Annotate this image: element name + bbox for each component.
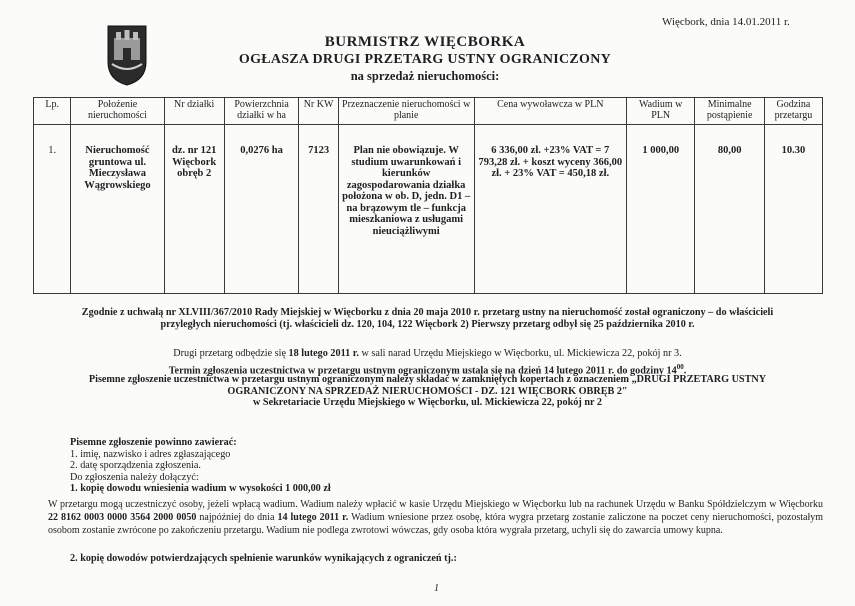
cell-godzina: 10.30: [764, 125, 822, 294]
header-postapienie: Minimalne postąpienie: [695, 98, 764, 125]
attachment-item-2: 2. kopię dowodów potwierdzających spełnienie warunków wynikających z ograniczeń tj.:: [70, 553, 457, 564]
second-auction-place: w sali narad Urzędu Miejskiego w Więcborku, ul. Mickiewicza 22, pokój nr 3.: [361, 348, 682, 359]
cell-przeznaczenie: Plan nie obowiązuje. W studium uwarunkowań i kierunków zagospodarowania działka położona w ob. D, jedn. D1 – na brązowym tle – funkcja mieszkaniowa z usługami nieuciążliwymi: [338, 125, 474, 294]
submission-text: Pisemne zgłoszenie uczestnictwa w przetargu ustnym ograniczonym należy składać w zamkniętych kopertach z oznaczeniem „DRUGI PRZETARG USTNY OGRANICZONY NA SPRZEDAŻ NIERUCHOMOŚCI - DZ. 121 WIĘCBORK OBRĘB 2": [88, 374, 767, 397]
wadium-terms: Wadium wniesione przez osobę, która wygra przetarg zostanie zaliczone na poczet ceny nieruchomości, pozostałym osobom zostanie zwrócone po zakończeniu przetargu. Wadium nie podlega zwrotowi wówczas, gdy osoba która wygrała przetarg, uchyli się do zawarcia umowy kupna.: [48, 511, 824, 536]
cell-polozenie: Nieruchomość gruntowa ul. Mieczysława Wągrowskiego: [71, 125, 164, 294]
coat-of-arms-icon: [106, 24, 148, 86]
cell-postapienie: 80,00: [695, 125, 764, 294]
cell-cena: 6 336,00 zł. +23% VAT = 7 793,28 zł. + koszt wyceny 366,00 zł. + 23% VAT = 450,18 zł.: [474, 125, 626, 294]
cell-nr-dzialki: dz. nr 121 Więcbork obręb 2: [164, 125, 224, 294]
deadline-minutes: 00: [676, 363, 684, 371]
header-nr-kw: Nr KW: [299, 98, 338, 125]
second-auction-paragraph: [60, 348, 795, 360]
header-godzina: Godzina przetargu: [764, 98, 822, 125]
attachment-item-1: 1. kopię dowodu wniesienia wadium w wysokości 1 000,00 zł: [70, 483, 331, 495]
wadium-intro: W przetargu mogą uczestniczyć osoby, jeżeli wpłacą wadium. Wadium należy wpłacić w kasie Urzędu Miejskiego w Więcborku lub na rachunek Urzędu w Banku Spółdzielczym w Więcborku: [48, 499, 823, 510]
header-przeznaczenie: Przeznaczenie nieruchomości w planie: [338, 98, 474, 125]
header-powierzchnia: Powierzchnia działki w ha: [224, 98, 299, 125]
wadium-paragraph: [48, 499, 823, 537]
header-nr-dzialki: Nr działki: [164, 98, 224, 125]
property-table: [33, 97, 823, 294]
second-auction-date: 18 lutego 2011 r.: [288, 348, 359, 359]
table-header-row: [34, 98, 823, 125]
header-lp: Lp.: [34, 98, 71, 125]
place-date: Więcbork, dnia 14.01.2011 r.: [662, 16, 790, 28]
title-line-3: na sprzedaż nieruchomości:: [350, 69, 500, 83]
cell-nr-kw: 7123: [299, 125, 338, 294]
cell-powierzchnia: 0,0276 ha: [224, 125, 299, 294]
header-cena: Cena wywoławcza w PLN: [474, 98, 626, 125]
page-number: 1: [434, 583, 439, 594]
list-item: 1. imię, nazwisko i adres zgłaszającego: [70, 448, 231, 460]
wadium-deadline-lead: najpóźniej do dnia: [199, 511, 275, 523]
second-auction-lead: Drugi przetarg odbędzie się: [173, 348, 286, 359]
bank-account-number: 22 8162 0003 0000 3564 2000 0050: [48, 511, 197, 523]
cell-lp: 1.: [34, 125, 71, 294]
attachments-heading: Do zgłoszenia należy dołączyć:: [70, 471, 199, 483]
announcement-title: [200, 33, 650, 84]
requirements-list: [70, 437, 830, 495]
title-line-2: OGŁASZA DRUGI PRZETARG USTNY OGRANICZONY: [238, 52, 612, 67]
cell-wadium: 1 000,00: [626, 125, 694, 294]
list-item: 2. datę sporządzenia zgłoszenia.: [70, 460, 201, 472]
deadline-paragraph: Termin zgłoszenia uczestnictwa w przetargu ustnym ograniczonym ustala się na dzień 14 lutego 2011 r. do godziny $14^{00}$.: [168, 363, 687, 377]
header-wadium: Wadium w PLN: [626, 98, 694, 125]
secretariat-text: w Sekretariacie Urzędu Miejskiego w Więcborku, ul. Mickiewicza 22, pokój nr 2: [253, 397, 602, 409]
deadline-text: Termin zgłoszenia uczestnictwa w przetargu ustnym ograniczonym ustala się na dzień 14 lutego 2011 r. do godziny 14: [168, 365, 677, 377]
requirements-heading: Pisemne zgłoszenie powinno zawierać:: [70, 437, 237, 448]
submission-paragraph: [60, 374, 795, 409]
wadium-deadline-date: 14 lutego 2011 r.: [277, 511, 349, 523]
table-row: [34, 125, 823, 294]
header-polozenie: Położenie nieruchomości: [71, 98, 164, 125]
title-line-1: BURMISTRZ WIĘCBORKA: [324, 34, 526, 50]
resolution-paragraph: Zgodnie z uchwałą nr XLVIII/367/2010 Rady Miejskiej w Więcborku z dnia 20 maja 2010 r. przetarg ustny na nieruchomość został ograniczony – do właścicieli przyległych nieruchomości (tj. właścicieli dz. 120, 104, 122 Więcbork 2) Pierwszy przetarg odbył się 25 października 2010 r.: [81, 307, 774, 330]
